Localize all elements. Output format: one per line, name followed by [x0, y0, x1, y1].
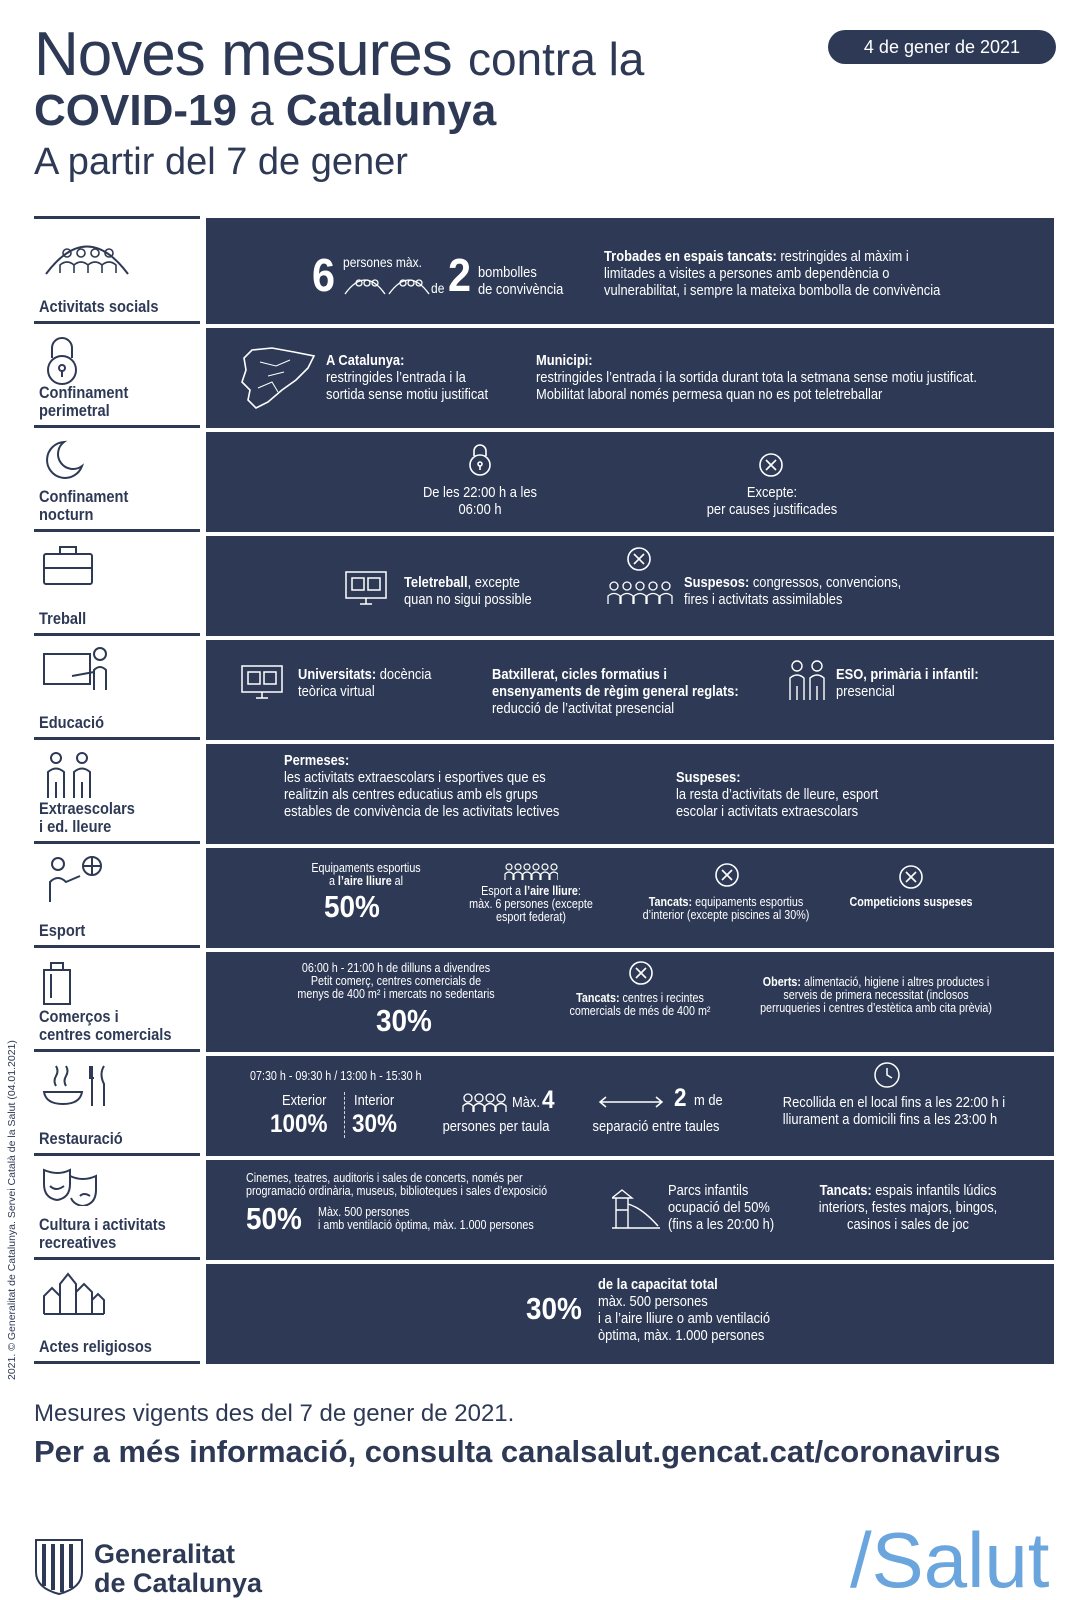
perm-line-2: realitzin als centres educatius amb els grups — [284, 786, 538, 803]
nocturn-except-2: per causes justificades — [706, 501, 838, 518]
panel-esport — [206, 848, 1054, 948]
panel-socials — [206, 218, 1054, 324]
nocturn-hours-2: 06:00 h — [458, 501, 502, 518]
children-icon — [42, 750, 98, 800]
panel-treball — [206, 536, 1054, 636]
subtitle: A partir del 7 de gener — [34, 141, 408, 183]
label-cultura-1: Cultura i activitats — [39, 1215, 166, 1234]
nocturn-hours-1: De les 22:00 h a les — [422, 484, 538, 501]
row-label-restauracio — [34, 1052, 200, 1156]
cross-circle-icon — [628, 960, 654, 986]
label-extra-2: i ed. lleure — [39, 817, 112, 836]
moon-icon — [42, 438, 86, 482]
six-number: 6 — [312, 249, 336, 301]
rel-line-2: i a l’aire lliure o amb ventilació — [598, 1310, 771, 1327]
row-label-comercos — [34, 948, 200, 1052]
eq-line-2: a l’aire lliure al — [328, 874, 404, 888]
lock-icon — [42, 334, 82, 390]
susp-text: Suspesos: congressos, convencions, — [684, 574, 902, 591]
generalitat-name — [94, 1540, 262, 1598]
footer-info-link[interactable]: Per a més informació, consulta canalsalut.gencat.cat/coronavirus — [34, 1434, 1001, 1469]
rest-rec-1: Recollida en el local fins a les 22:00 h i — [782, 1094, 1006, 1111]
rest-rec-2: lliurament a domicili fins a les 23:00 h — [782, 1111, 998, 1128]
perm-line-3: estables de convivència de les activitats lectives — [284, 803, 560, 820]
bubbles-icon — [343, 270, 433, 296]
clock-icon — [872, 1060, 902, 1090]
cat-line-2: sortida sense motiu justificat — [326, 386, 489, 403]
mun-title: Municipi: — [536, 352, 593, 369]
eso-title: ESO, primària i infantil: — [836, 666, 979, 683]
label-perimetral-2: perimetral — [39, 401, 110, 420]
cat-line-1: restringides l’entrada i la — [326, 369, 466, 386]
title-line-1 — [34, 22, 644, 92]
mun-line-1: restringides l’entrada i la sortida durant tota la setmana sense motiu justificat. — [536, 369, 977, 386]
basketball-player-icon — [42, 854, 106, 904]
ext-line-2: màx. 6 persones (excepte — [469, 897, 593, 911]
catalonia-map-icon — [238, 346, 318, 410]
row-label-nocturn — [34, 428, 200, 532]
tanc-line-1: Tancats: equipaments esportius — [648, 895, 804, 909]
label-educacio: Educació — [39, 713, 105, 732]
panel-comercos — [206, 952, 1054, 1052]
trobades-text: Trobades en espais tancats: restringides al màxim i — [604, 248, 909, 265]
tanc-line-2: d’interior (excepte piscines al 30%) — [642, 908, 810, 922]
ext-line-1: Esport a l’aire lliure: — [481, 884, 581, 898]
rest-two: 2 — [674, 1084, 687, 1112]
title-contra: contra la — [467, 33, 645, 85]
cult-tanc-2: interiors, festes majors, bingos, — [818, 1199, 998, 1216]
panel-extraescolars — [206, 744, 1054, 844]
com-ober-3: perruqueries i centres d’estètica amb cita prèvia) — [760, 1001, 992, 1015]
cross-circle-icon — [898, 864, 924, 890]
cult-pct: 50% — [246, 1201, 302, 1236]
bat-line-3: reducció de l’activitat presencial — [492, 700, 675, 717]
rest-interior: Interior — [354, 1092, 395, 1109]
extra-susp-line-2: escolar i activitats extraescolars — [676, 803, 859, 820]
title-main: Noves mesures — [34, 20, 452, 89]
video-call-icon — [344, 570, 388, 606]
bombolles: bombolles — [478, 264, 537, 281]
credit-vertical: 2021. © Generalitat de Catalunya. Servei Català de la Salut (04.01.2021) — [6, 1040, 18, 1380]
rest-int-pct: 30% — [352, 1110, 398, 1138]
uni-text: Universitats: docència — [298, 666, 432, 683]
row-label-cultura — [34, 1156, 200, 1260]
restaurant-icon — [42, 1062, 112, 1108]
rest-ext-pct: 100% — [270, 1110, 328, 1138]
temples-icon — [42, 1270, 106, 1316]
label-restauracio: Restauració — [39, 1129, 123, 1148]
bat-title-2: ensenyaments de règim general reglats: — [492, 683, 739, 700]
tele-line-2: quan no sigui possible — [404, 591, 532, 608]
row-label-treball — [34, 532, 200, 636]
label-comercos-2: centres comercials — [39, 1025, 172, 1044]
panel-perimetral — [206, 328, 1054, 428]
title-a: a — [249, 86, 274, 135]
panel-religiosos — [206, 1264, 1054, 1364]
title-line-2 — [34, 86, 496, 136]
row-label-religiosos — [34, 1260, 200, 1364]
com-ober-2: serveis de primera necessitat (inclosos — [783, 988, 969, 1002]
cult-line-3: Màx. 500 persones — [318, 1205, 410, 1219]
people-group-icon — [42, 229, 132, 279]
audience-icon — [606, 578, 674, 606]
video-call-icon — [240, 664, 284, 700]
susp-line-2: fires i activitats assimilables — [684, 591, 843, 608]
row-label-perimetral — [34, 324, 200, 428]
label-treball: Treball — [39, 609, 87, 628]
extra-susp-line-1: la resta d’activitats de lleure, esport — [676, 786, 879, 803]
two-number: 2 — [448, 249, 472, 301]
label-nocturn-1: Confinament — [39, 487, 129, 506]
label-cultura-2: recreatives — [39, 1233, 117, 1252]
cult-line-1: Cinemes, teatres, auditoris i sales de concerts, només per — [246, 1171, 523, 1185]
row-label-esport — [34, 844, 200, 948]
com-h-2: Petit comerç, centres comercials de — [310, 974, 482, 988]
comp-text: Competicions suspeses — [849, 895, 973, 909]
cult-tanc-3: casinos i sales de joc — [847, 1216, 969, 1233]
rest-per-taula: persones per taula — [442, 1118, 550, 1135]
row-label-educacio — [34, 636, 200, 740]
salut-logo: /Salut — [850, 1516, 1050, 1600]
rest-exterior: Exterior — [282, 1092, 327, 1109]
de-label: de — [431, 280, 445, 296]
teacher-board-icon — [42, 646, 112, 692]
cat-title: A Catalunya: — [326, 352, 405, 369]
rest-max: Màx. — [512, 1094, 540, 1111]
panel-cultura — [206, 1160, 1054, 1260]
label-religiosos: Actes religiosos — [39, 1337, 152, 1356]
title-catalunya: Catalunya — [285, 86, 497, 135]
shopping-bag-icon — [42, 958, 72, 1006]
nocturn-except-1: Excepte: — [746, 484, 798, 501]
eso-line-2: presencial — [836, 683, 895, 700]
com-ober-1: Oberts: alimentació, higiene i altres productes i — [762, 975, 990, 989]
label-nocturn-2: nocturn — [39, 505, 94, 524]
rel-pct: 30% — [526, 1291, 582, 1326]
label-socials: Activitats socials — [39, 297, 159, 316]
panel-restauracio — [206, 1056, 1054, 1156]
table-group-icon — [462, 1092, 508, 1114]
esport-pct: 50% — [324, 889, 380, 924]
cross-circle-icon — [758, 452, 784, 478]
theatre-masks-icon — [42, 1166, 98, 1206]
date-badge: 4 de gener de 2021 — [828, 30, 1056, 64]
de-convivencia: de convivència — [478, 281, 564, 298]
generalitat-logo — [34, 1538, 84, 1596]
parcs-3: (fins a les 20:00 h) — [668, 1216, 775, 1233]
lock-icon — [468, 442, 492, 478]
group-icon — [504, 862, 558, 882]
row-label-extraescolars — [34, 740, 200, 844]
perm-title: Permeses: — [284, 752, 350, 769]
label-esport: Esport — [39, 921, 86, 940]
briefcase-icon — [42, 542, 94, 586]
cross-circle-icon — [626, 546, 652, 572]
title-covid: COVID-19 — [34, 86, 237, 135]
ext-line-3: esport federat) — [496, 910, 566, 924]
cult-line-2: programació ordinària, museus, biblioteques i sales d’exposició — [246, 1184, 548, 1198]
com-tanc-1: Tancats: centres i recintes — [576, 991, 704, 1005]
label-comercos-1: Comerços i — [39, 1007, 119, 1026]
panel-nocturn — [206, 432, 1054, 532]
com-tanc-2: comercials de més de 400 m² — [569, 1004, 711, 1018]
parcs-2: ocupació del 50% — [668, 1199, 770, 1216]
gen-line-2: de Catalunya — [94, 1568, 263, 1598]
rest-divider — [344, 1092, 345, 1138]
row-label-socials — [34, 216, 200, 324]
com-pct: 30% — [376, 1003, 432, 1038]
com-h-1: 06:00 h - 21:00 h de dilluns a divendres — [301, 961, 491, 975]
mun-line-2: Mobilitat laboral només permesa quan no es pot teletreballar — [536, 386, 883, 403]
eq-line-1: Equipaments esportius — [311, 861, 421, 875]
rel-title: de la capacitat total — [598, 1276, 718, 1293]
rest-m-de: m de — [694, 1092, 723, 1109]
cult-tanc-1: Tancats: espais infantils lúdics — [819, 1182, 997, 1199]
students-icon — [786, 658, 828, 702]
cross-circle-icon — [714, 862, 740, 888]
gen-line-1: Generalitat — [94, 1539, 236, 1569]
playground-icon — [612, 1186, 660, 1230]
label-perimetral-1: Confinament — [39, 383, 129, 402]
bat-title-1: Batxillerat, cicles formatius i — [492, 666, 667, 683]
trobades-line-3: vulnerabilitat, i sempre la mateixa bombolla de convivència — [604, 282, 941, 299]
rel-line-1: màx. 500 persones — [598, 1293, 708, 1310]
parcs-1: Parcs infantils — [668, 1182, 749, 1199]
label-extra-1: Extraescolars — [39, 799, 135, 818]
rest-four: 4 — [542, 1086, 555, 1114]
perm-line-1: les activitats extraescolars i esportives que es — [284, 769, 546, 786]
panel-educacio — [206, 640, 1054, 740]
rest-hours: 07:30 h - 09:30 h / 13:00 h - 15:30 h — [250, 1069, 422, 1083]
rest-separacio: separació entre taules — [592, 1118, 720, 1135]
cult-line-4: i amb ventilació òptima, màx. 1.000 persones — [318, 1218, 534, 1232]
double-arrow-icon — [598, 1096, 664, 1108]
footer-vigents: Mesures vigents des del 7 de gener de 2021. — [34, 1400, 515, 1427]
trobades-line-2: limitades a visites a persones amb dependència o — [604, 265, 890, 282]
com-h-3: menys de 400 m² i mercats no sedentaris — [297, 987, 495, 1001]
tele-text: Teletreball, excepte — [404, 574, 520, 591]
rel-line-3: òptima, màx. 1.000 persones — [598, 1327, 765, 1344]
uni-line-2: teòrica virtual — [298, 683, 375, 700]
extra-susp-title: Suspeses: — [676, 769, 741, 786]
persones-max: persones màx. — [343, 254, 422, 270]
